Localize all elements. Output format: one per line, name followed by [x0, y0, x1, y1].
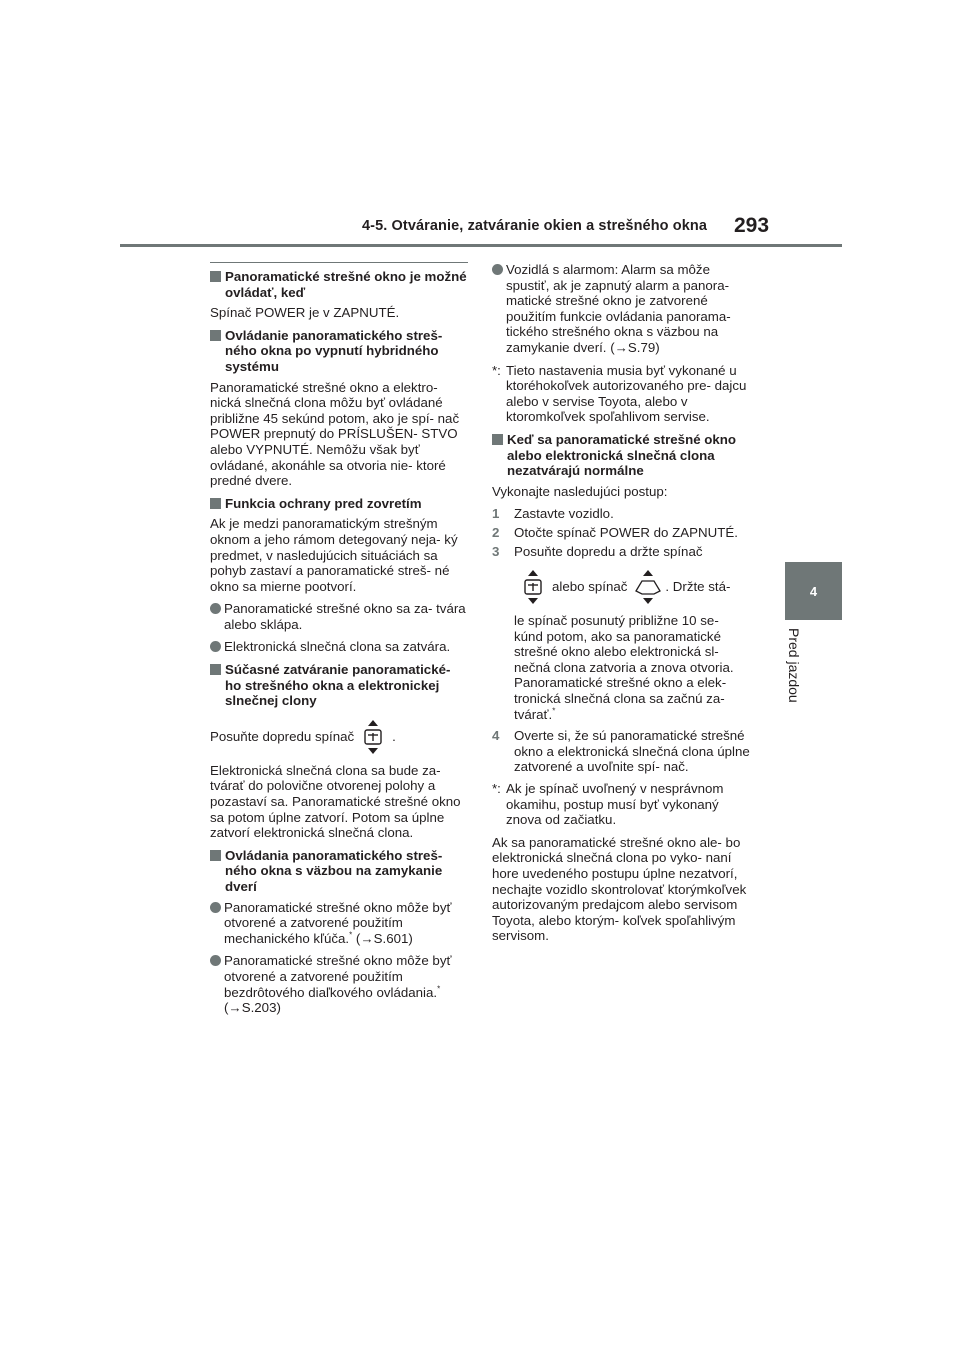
section-title: Panoramatické strešné okno je možné ovládať, keď [210, 269, 468, 300]
square-bullet-icon [492, 434, 503, 445]
step-item: 1 Zastavte vozidlo. [492, 506, 614, 522]
right-column [492, 262, 750, 951]
switch-instruction: Posuňte dopredu spínač . [210, 719, 468, 755]
list-item: Panoramatické strešné okno môže byť otvorené a zatvorené použitím bezdrôtového diaľkového ovládania.* (→S.203) [210, 953, 468, 1015]
paragraph: Vykonajte nasledujúci postup: [492, 483, 668, 499]
square-bullet-icon [210, 271, 221, 282]
section-title: Funkcia ochrany pred zovretím [210, 496, 468, 512]
list-item: Vozidlá s alarmom: Alarm sa môže spustiť, ak je zapnutý alarm a panora- matické strešné okno je zatvorené použitím funkcie ovládania panorama- tického strešného okna s väzbou na zamykanie dverí. (→S.79) [492, 262, 750, 356]
left-column [210, 262, 468, 1023]
chapter-number: 4 [809, 583, 818, 599]
chapter-label: Pred jazdou [786, 628, 802, 703]
section-title: Ovládanie panoramatického streš- ného okna po vypnutí hybridného systému [210, 328, 468, 375]
square-bullet-icon [210, 330, 221, 341]
paragraph: Panoramatické strešné okno a elektro- nická slnečná clona môžu byť ovládané približne 45 sekúnd potom, ako je spí- nač POWER prepnutý do PRÍSLUŠEN- STVO alebo VYPNUTÉ. Nemôžu však byť ovládané, akonáhle sa otvoria nie- ktoré predné dvere. [210, 379, 460, 489]
step-item: 3 Posuňte dopredu a držte spínač alebo spínač . Držte stá- le spínač posunutý približne 10 se- kúnd potom, ako sa panoramatické strešné okno alebo elektronická sl- nečná clona zatvoria a znova otvoria. Panoramatické strešné okno a elek- tronická slnečná clona sa začnú za- tvárať.* [492, 544, 750, 723]
sunroof-switch-icon [360, 719, 386, 755]
square-bullet-icon [210, 498, 221, 509]
column-divider [210, 262, 468, 263]
list-item: Panoramatické strešné okno môže byť otvorené a zatvorené použitím mechanického kľúča.* (→S.601) [210, 900, 468, 947]
paragraph: Elektronická slnečná clona sa bude za- tvárať do polovične otvorenej polohy a pozastaví sa. Panoramatické strešné okno sa potom úplne zatvorí. Potom sa úplne zatvorí elektronická slnečná clona. [210, 762, 461, 841]
circle-bullet-icon [210, 603, 221, 614]
header-divider [120, 244, 842, 247]
page-header-title: 4-5. Otváranie, zatváranie okien a strešného okna [362, 218, 707, 234]
footnote: *: Ak je spínač uvoľnený v nesprávnom okamihu, postup musí byť vykonaný znova od začiatku. [492, 781, 724, 828]
paragraph: Spínač POWER je v ZAPNUTÉ. [210, 305, 400, 321]
footnote: *: Tieto nastavenia musia byť vykonané u ktoréhokoľvek autorizovaného pre- dajcu alebo v servise Toyota, alebo v ktoromkoľvek spoľahlivom servise. [492, 362, 747, 425]
step-item: 2 Otočte spínač POWER do ZAPNUTÉ. [492, 524, 738, 540]
section-title: Súčasné zatváranie panoramatické- ho strešného okna a elektronickej slnečnej clony [210, 662, 468, 709]
section-title: Ovládania panoramatického streš- ného okna s väzbou na zamykanie dverí [210, 848, 468, 895]
paragraph: Ak je medzi panoramatickým strešným oknom a jeho rámom detegovaný neja- ký predmet, v nasledujúcich situáciách sa pohyb zastaví a panoramatické streš- né okno sa mierne pootvorí. [210, 516, 458, 594]
chapter-tab [785, 562, 842, 620]
switch-instruction: alebo spínač . Držte stá- [514, 569, 750, 605]
step-item: 4 Overte si, že sú panoramatické strešné okno a elektronická slnečná clona úplne zatvorené a uvoľnite spí- nač. [492, 728, 750, 775]
sunshade-switch-icon [633, 569, 659, 605]
circle-bullet-icon [210, 902, 221, 913]
list-item: Panoramatické strešné okno sa za- tvára alebo sklápa. [210, 601, 468, 632]
list-item: Elektronická slnečná clona sa zatvára. [210, 639, 468, 655]
square-bullet-icon [210, 664, 221, 675]
paragraph: Ak sa panoramatické strešné okno ale- bo elektronická slnečná clona po vyko- naní hore uvedeného postupu úplne nezatvorí, nechajte vozidlo skontrolovať ktorýmkoľvek autorizovaným predajcom alebo servisom Toyota, alebo ktorým- koľvek spoľahlivým servisom. [492, 834, 747, 944]
circle-bullet-icon [492, 264, 503, 275]
circle-bullet-icon [210, 955, 221, 966]
page-number: 293 [734, 214, 770, 237]
sunroof-switch-icon [520, 569, 546, 605]
section-title: Keď sa panoramatické strešné okno alebo elektronická slnečná clona nezatvárajú normálne [492, 432, 750, 479]
square-bullet-icon [210, 850, 221, 861]
circle-bullet-icon [210, 641, 221, 652]
